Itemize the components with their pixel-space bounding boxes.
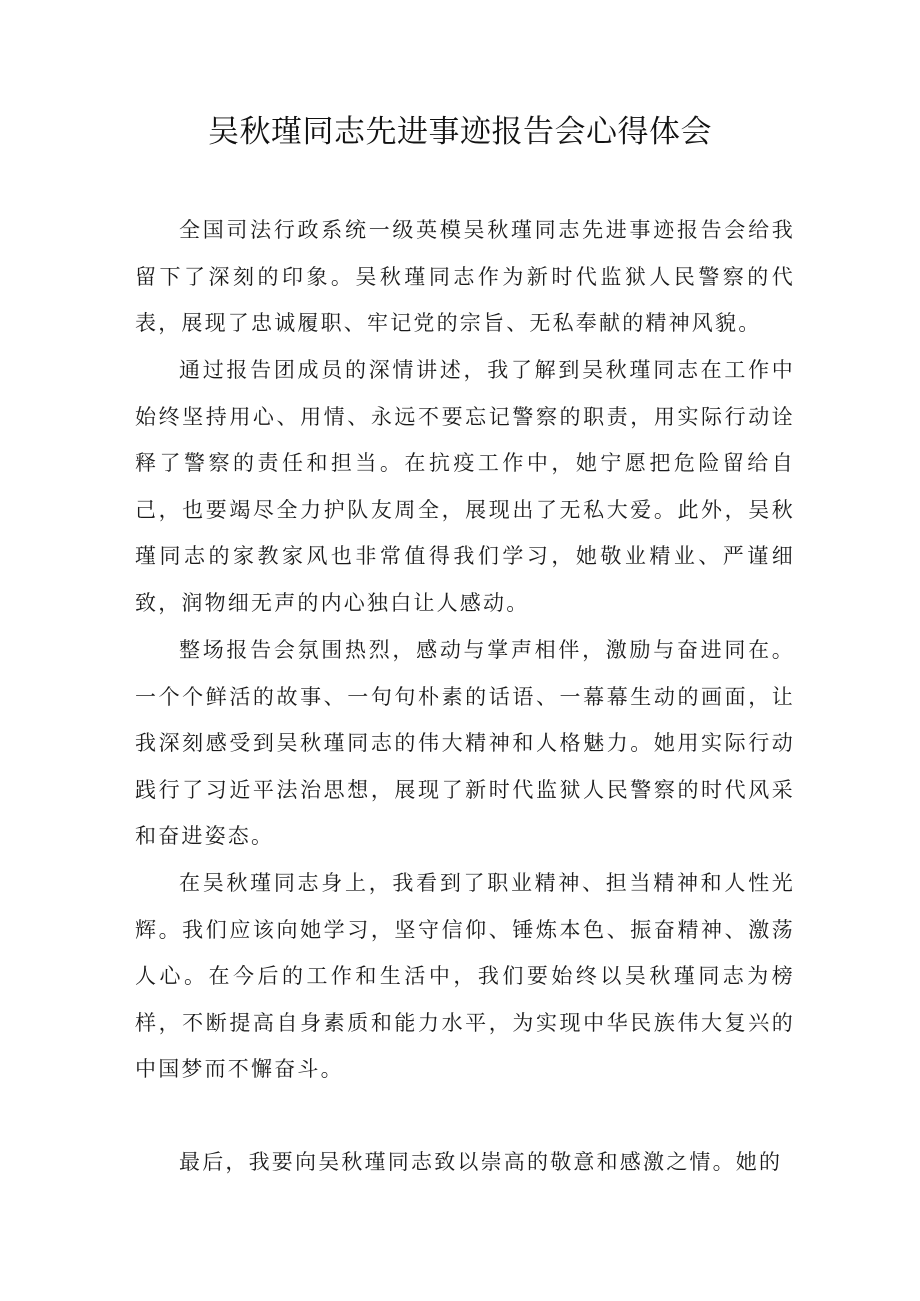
paragraph-4: 在吴秋瑾同志身上，我看到了职业精神、担当精神和人性光辉。我们应该向她学习，坚守信仰、锤炼本色、振奋精神、激荡人心。在今后的工作和生活中，我们要始终以吴秋瑾同志为榜样，不断提高自身素质和能力水平，为实现中华民族伟大复兴的中国梦而不懈奋斗。: [135, 871, 795, 1082]
paragraph-5: 最后，我要向吴秋瑾同志致以崇高的敬意和感激之情。她的: [179, 1150, 783, 1174]
paragraph-1: 全国司法行政系统一级英模吴秋瑾同志先进事迹报告会给我留下了深刻的印象。吴秋瑾同志作为新时代监狱人民警察的代表，展现了忠诚履职、牢记党的宗旨、无私奉献的精神风貌。: [135, 218, 795, 336]
document-title: 吴秋瑾同志先进事迹报告会心得体会: [208, 114, 712, 150]
paragraph-2: 通过报告团成员的深情讲述，我了解到吴秋瑾同志在工作中始终坚持用心、用情、永远不要忘记警察的职责，用实际行动诠释了警察的责任和担当。在抗疫工作中，她宁愿把危险留给自己，也要竭尽全力护队友周全，展现出了无私大爱。此外，吴秋瑾同志的家教家风也非常值得我们学习，她敬业精业、严谨细致，润物细无声的内心独白让人感动。: [135, 358, 795, 615]
paragraph-3: 整场报告会氛围热烈，感动与掌声相伴，激励与奋进同在。一个个鲜活的故事、一句句朴素的话语、一幕幕生动的画面，让我深刻感受到吴秋瑾同志的伟大精神和人格魅力。她用实际行动践行了习近平法治思想，展现了新时代监狱人民警察的时代风采和奋进姿态。: [135, 638, 795, 849]
